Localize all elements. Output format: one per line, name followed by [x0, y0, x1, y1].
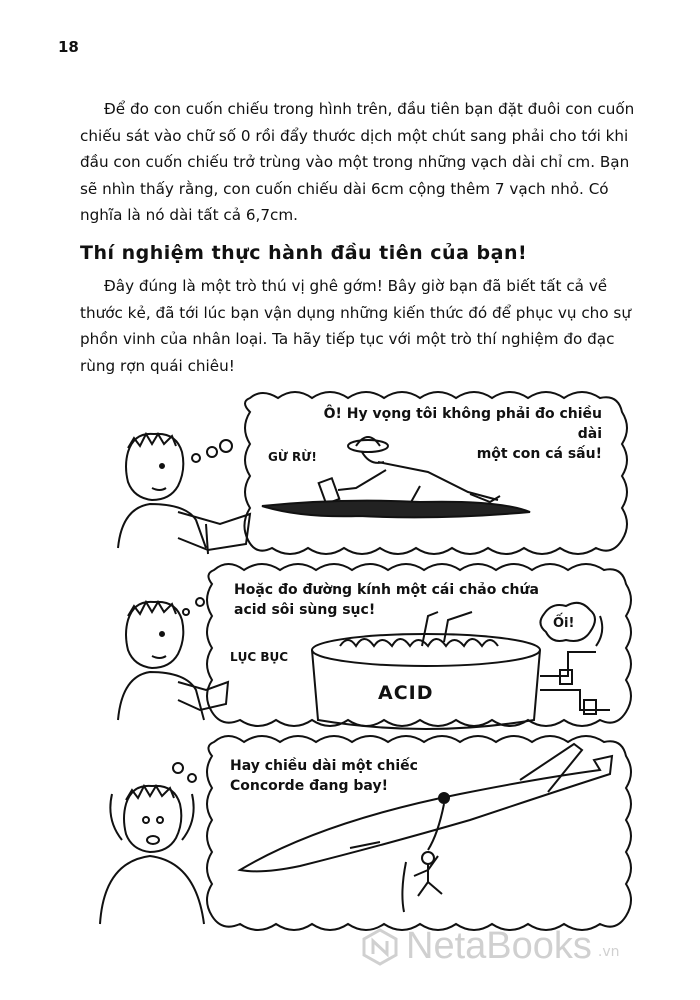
boy-worried — [100, 786, 204, 924]
bubble-2-text — [234, 580, 614, 620]
bubble-3-text — [230, 756, 490, 796]
bubble-1-line-2: một con cá sấu! — [476, 446, 602, 462]
watermark-suffix: .vn — [597, 944, 620, 960]
intro-text: Để đo con cuốn chiếu trong hình trên, đầu tiên bạn đặt đuôi con cuốn chiếu sát vào chữ số 0 rồi đẩy thước dịch một chút sang phải cho tới khi đầu con cuốn chiếu trở trùng vào một trong những vạch dài chỉ cm. Bạn sẽ nhìn thấy rằng, con cuốn chiếu dài 6cm cộng thêm 7 vạch nhỏ. Có nghĩa là nó dài tất cả 6,7cm. — [80, 100, 635, 224]
bubble-3-line-2: Concorde đang bay! — [230, 778, 388, 794]
hanging-man — [402, 852, 442, 912]
watermark-brand: NetaBooks — [406, 925, 592, 967]
bubble-3-line-1: Hay chiều dài một chiếc — [230, 758, 418, 774]
boy-reading-1 — [118, 434, 250, 554]
section-heading: Thí nghiệm thực hành đầu tiên của bạn! — [80, 242, 528, 264]
watermark — [360, 925, 620, 968]
page-number: 18 — [58, 38, 79, 56]
bubble-2-line-2: acid sôi sùng sục! — [234, 602, 376, 618]
acid-label: ACID — [378, 682, 434, 704]
netabooks-logo-icon — [360, 927, 400, 967]
boy-reading-2 — [118, 602, 228, 720]
bubble-1-text — [302, 404, 602, 464]
pipes — [540, 616, 610, 714]
bubbling-sfx: LỤC BỤC — [230, 650, 289, 664]
acid-pot — [312, 612, 540, 729]
experiment-text: Đây đúng là một trò thú vị ghê gớm! Bây giờ bạn đã biết tất cả về thước kẻ, đã tới lúc bạn vận dụng những kiến thức đó để phục vụ cho sự phồn vinh của nhân loại. Ta hãy tiếp tục với một trò thí nghiệm đo đạc rùng rợn quái chiêu! — [80, 277, 631, 375]
bubble-2-line-1: Hoặc đo đường kính một cái chảo chứa — [234, 582, 539, 598]
growl-sfx: GỪ RỪ! — [268, 450, 317, 464]
bubble-1-line-1: Ô! Hy vọng tôi không phải đo chiều dài — [323, 406, 602, 442]
shout-text: Ối! — [553, 616, 575, 631]
